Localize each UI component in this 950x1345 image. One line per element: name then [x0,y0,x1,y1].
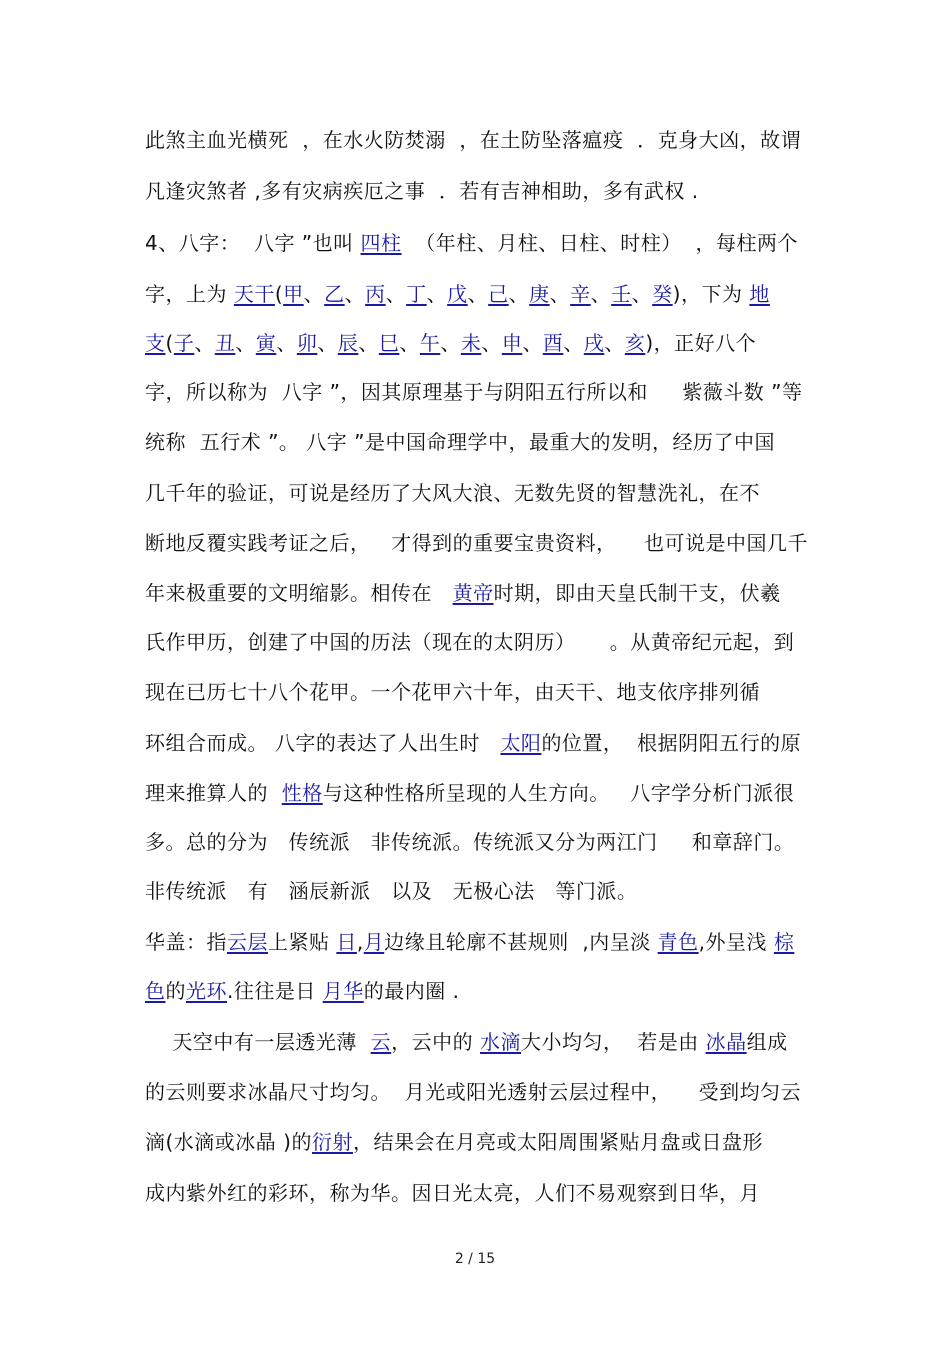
hyperlink[interactable]: 青色 [657,930,699,954]
hyperlink[interactable]: 辛 [570,282,591,306]
text-span: 、 [399,331,420,355]
text-span: 的云则要求冰晶尺寸均匀。 月光或阳光透射云层过程中， 受到均匀云 [145,1080,802,1104]
hyperlink[interactable]: 丁 [406,282,427,306]
text-span: 字，所以称为 八字 ”，因其原理基于与阴阳五行所以和 紫薇斗数 ”等 [145,380,803,404]
text-line [145,531,808,555]
hyperlink[interactable]: 亥 [624,331,646,355]
hyperlink[interactable]: 棕 [773,930,795,954]
hyperlink[interactable]: 午 [419,331,441,355]
hyperlink[interactable]: 云层 [227,930,268,954]
hyperlink[interactable]: 子 [173,331,195,355]
text-span: 、 [481,331,502,355]
hyperlink[interactable]: 卯 [296,331,318,355]
text-span: 理来推算人的 [145,781,282,805]
text-span: 、 [522,331,543,355]
text-span: 、 [194,331,215,355]
hyperlink[interactable]: 己 [488,282,509,306]
hyperlink[interactable]: 辰 [337,331,359,355]
text-span: , [356,930,364,954]
text-line [145,630,794,654]
text-span: 、 [549,282,571,306]
text-span: 、 [508,282,530,306]
text-span: 非传统派 有 涵辰新派 以及 无极心法 等门派。 [145,879,638,903]
text-line [145,1181,760,1205]
hyperlink[interactable]: 癸 [652,282,673,306]
hyperlink[interactable]: 光环 [186,979,227,1003]
text-span: 、 [563,331,584,355]
hyperlink[interactable]: 申 [501,331,523,355]
text-span: 统称 五行术 ”。 八字 ”是中国命理学中，最重大的发明，经历了中国 [145,430,776,454]
text-span: 此煞主血光横死 ，在水火防焚溺 ，在土防坠落瘟疫 ．克身大凶，故谓 [145,128,802,152]
text-line [145,282,770,306]
text-span: 、 [276,331,297,355]
text-span: 滴(水滴或冰晶 )的 [145,1130,312,1154]
text-span: 、 [317,331,338,355]
hyperlink[interactable]: 黄帝 [452,581,494,605]
hyperlink[interactable]: 寅 [255,331,277,355]
text-line [145,1030,788,1054]
hyperlink[interactable]: 戌 [583,331,605,355]
text-line [145,179,699,203]
hyperlink[interactable]: 衍射 [311,1130,353,1154]
text-span: 环组合而成。 八字的表达了人出生时 [145,731,501,755]
hyperlink[interactable]: 甲 [283,282,304,306]
text-line [145,979,459,1003]
text-line [145,128,801,152]
text-line [145,331,756,355]
text-span: 几千年的验证，可说是经历了大风大浪、无数先贤的智慧洗礼，在不 [145,481,760,505]
text-span: 的 [165,979,186,1003]
hyperlink[interactable]: 月 [363,930,385,954]
hyperlink[interactable]: 乙 [324,282,345,306]
hyperlink[interactable]: 水滴 [480,1030,522,1054]
text-line [145,481,760,505]
hyperlink[interactable]: 支 [145,331,166,355]
hyperlink[interactable]: 庚 [529,282,550,306]
text-span: 、 [235,331,256,355]
text-span: )，正好八个 [645,331,757,355]
text-span: 、 [385,282,407,306]
text-span: 、 [631,282,653,306]
hyperlink[interactable]: 酉 [542,331,564,355]
hyperlink[interactable]: 日 [336,930,357,954]
text-span: 、 [467,282,489,306]
hyperlink[interactable]: 丑 [214,331,236,355]
hyperlink[interactable]: 天干 [233,282,275,306]
text-span: ( [274,282,284,306]
hyperlink[interactable]: 太阳 [500,731,542,755]
text-span: 、 [440,331,461,355]
text-span: 、 [426,282,448,306]
text-line [145,879,637,903]
text-line [145,581,781,605]
text-line [145,380,802,404]
hyperlink[interactable]: 冰晶 [705,1030,747,1054]
text-span: 年来极重要的文明缩影。相传在 [145,581,453,605]
text-line [145,731,801,755]
hyperlink[interactable]: 壬 [611,282,632,306]
hyperlink[interactable]: 性格 [281,781,323,805]
hyperlink[interactable]: 色 [145,979,166,1003]
hyperlink[interactable]: 云 [370,1030,392,1054]
text-span: 现在已历七十八个花甲。一个花甲六十年，由天干、地支依序排列循 [145,680,760,704]
text-span: （年柱、月柱、日柱、时柱） ，每柱两个 [401,231,798,255]
text-line [145,1130,763,1154]
text-span: 的最内圈 . [363,979,460,1003]
hyperlink[interactable]: 巳 [378,331,400,355]
text-span: 、 [303,282,325,306]
text-span: 、 [344,282,366,306]
text-span: 的位置， 根据阴阳五行的原 [541,731,802,755]
text-span: 边缘且轮廓不甚规则 ,内呈淡 [384,930,658,954]
text-line [145,930,794,954]
text-span: 、 [604,331,625,355]
text-span: ( [165,331,174,355]
text-span: 氏作甲历，创建了中国的历法（现在的太阴历） 。从黄帝纪元起，到 [145,630,795,654]
text-span: 凡逢灾煞者 ,多有灾病疾厄之事 ．若有吉神相助，多有武权 . [145,179,699,203]
text-span: 华盖：指 [145,930,227,954]
text-span: 天空中有一层透光薄 [145,1030,371,1054]
hyperlink[interactable]: 丙 [365,282,386,306]
text-span: ，云中的 [391,1030,481,1054]
text-span: 字，上为 [145,282,234,306]
text-span: .往往是日 [227,979,323,1003]
text-line [145,680,760,704]
hyperlink[interactable]: 未 [460,331,482,355]
text-line [145,231,798,255]
page-number: 2 / 15 [454,1251,496,1267]
text-span: 大小均匀， 若是由 [521,1030,706,1054]
text-span: 、 [590,282,612,306]
text-span: 断地反覆实践考证之后， 才得到的重要宝贵资料， 也可说是中国几千 [145,531,809,555]
hyperlink[interactable]: 月华 [322,979,364,1003]
text-line [145,830,794,854]
text-span: 上紧贴 [268,930,337,954]
text-span: )，下为 [672,282,750,306]
text-span: 多。总的分为 传统派 非传统派。传统派又分为两江门 和章辞门。 [145,830,795,854]
hyperlink[interactable]: 四柱 [360,231,402,255]
text-span: 成内紫外红的彩环，称为华。因日光太亮，人们不易观察到日华，月 [145,1181,760,1205]
text-span: 、 [358,331,379,355]
hyperlink[interactable]: 戊 [447,282,468,306]
text-span: 4、八字： 八字 ”也叫 [145,231,361,255]
text-span: 时期，即由天皇氏制干支，伏羲 [493,581,781,605]
text-span: 组成 [746,1030,788,1054]
hyperlink[interactable]: 地 [749,282,770,306]
text-span: ，结果会在月亮或太阳周围紧贴月盘或日盘形 [352,1130,763,1154]
text-line [145,430,775,454]
text-span: 与这种性格所呈现的人生方向。 八字学分析门派很 [322,781,795,805]
text-line [145,1080,801,1104]
text-line [145,781,794,805]
text-span: ,外呈浅 [698,930,774,954]
